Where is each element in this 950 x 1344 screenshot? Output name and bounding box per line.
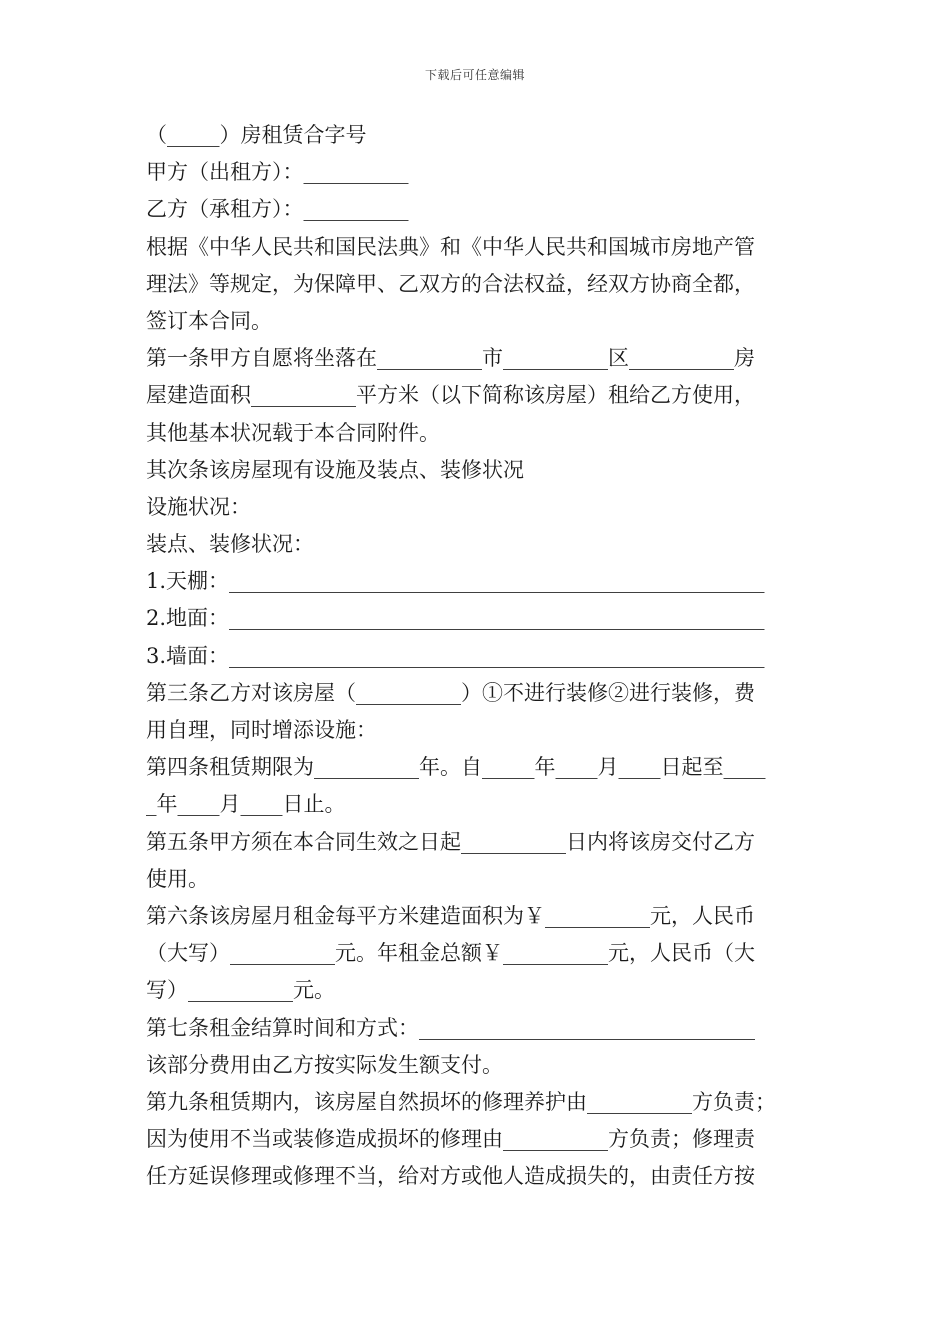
article-2-title: 其次条该房屋现有设施及装点、装修状况 <box>146 457 524 482</box>
article-6-line-3: 写）__________元。 <box>146 978 335 1003</box>
party-b-line: 乙方（承租方）：__________ <box>146 197 409 222</box>
article-1-line-3: 其他基本状况载于本合同附件。 <box>146 420 440 445</box>
article-1-line-2: 屋建造面积__________平方米（以下简称该房屋）租给乙方使用， <box>146 383 755 408</box>
article-9-line-3: 任方延误修理或修理不当，给对方或他人造成损失的，由责任方按 <box>146 1164 755 1189</box>
article-5-line-1: 第五条甲方须在本合同生效之日起__________日内将该房交付乙方 <box>146 829 755 854</box>
article-5-line-2: 使用。 <box>146 866 209 891</box>
decoration-status: 装点、装修状况： <box>146 532 314 557</box>
expense-line: 该部分费用由乙方按实际发生额支付。 <box>146 1052 503 1077</box>
article-9-line-1: 第九条租赁期内，该房屋自然损坏的修理养护由__________方负责； <box>146 1089 776 1114</box>
preamble-line-1: 根据《中华人民共和国民法典》和《中华人民共和国城市房地产管 <box>146 234 755 259</box>
ceiling-line: 1.天棚：___________________________________________________ <box>146 569 765 594</box>
article-3-line-2: 用自理，同时增添设施： <box>146 718 377 742</box>
preamble-line-2: 理法》等规定，为保障甲、乙双方的合法权益，经双方协商全都， <box>146 271 755 296</box>
article-6-line-2: （大写）__________元。年租金总额￥__________元，人民币（大 <box>146 941 755 966</box>
party-a-line: 甲方（出租方）：__________ <box>146 160 409 185</box>
article-9-line-2: 因为使用不当或装修造成损坏的修理由__________方负责；修理责 <box>146 1127 755 1152</box>
floor-line: 2.地面：___________________________________________________ <box>146 606 765 631</box>
article-4-line-1: 第四条租赁期限为__________年。自_____年____月____日起至____ <box>146 755 766 780</box>
article-7-line: 第七条租金结算时间和方式：________________________________ <box>146 1015 755 1040</box>
contract-body <box>146 117 824 1195</box>
article-6-line-1: 第六条该房屋月租金每平方米建造面积为￥__________元，人民币 <box>146 903 755 928</box>
article-4-line-2: _年____月____日止。 <box>146 792 346 817</box>
contract-number-line: （_____）房租赁合字号 <box>146 123 367 147</box>
facilities-status: 设施状况： <box>146 494 251 519</box>
header-note: 下载后可任意编辑 <box>424 68 525 82</box>
preamble-line-3: 签订本合同。 <box>146 308 272 333</box>
article-1-line-1: 第一条甲方自愿将坐落在__________市__________区__________房 <box>146 346 755 371</box>
article-3-line-1: 第三条乙方对该房屋（__________）①不进行装修②进行装修，费 <box>146 680 755 705</box>
wall-line: 3.墙面：___________________________________________________ <box>146 643 765 668</box>
